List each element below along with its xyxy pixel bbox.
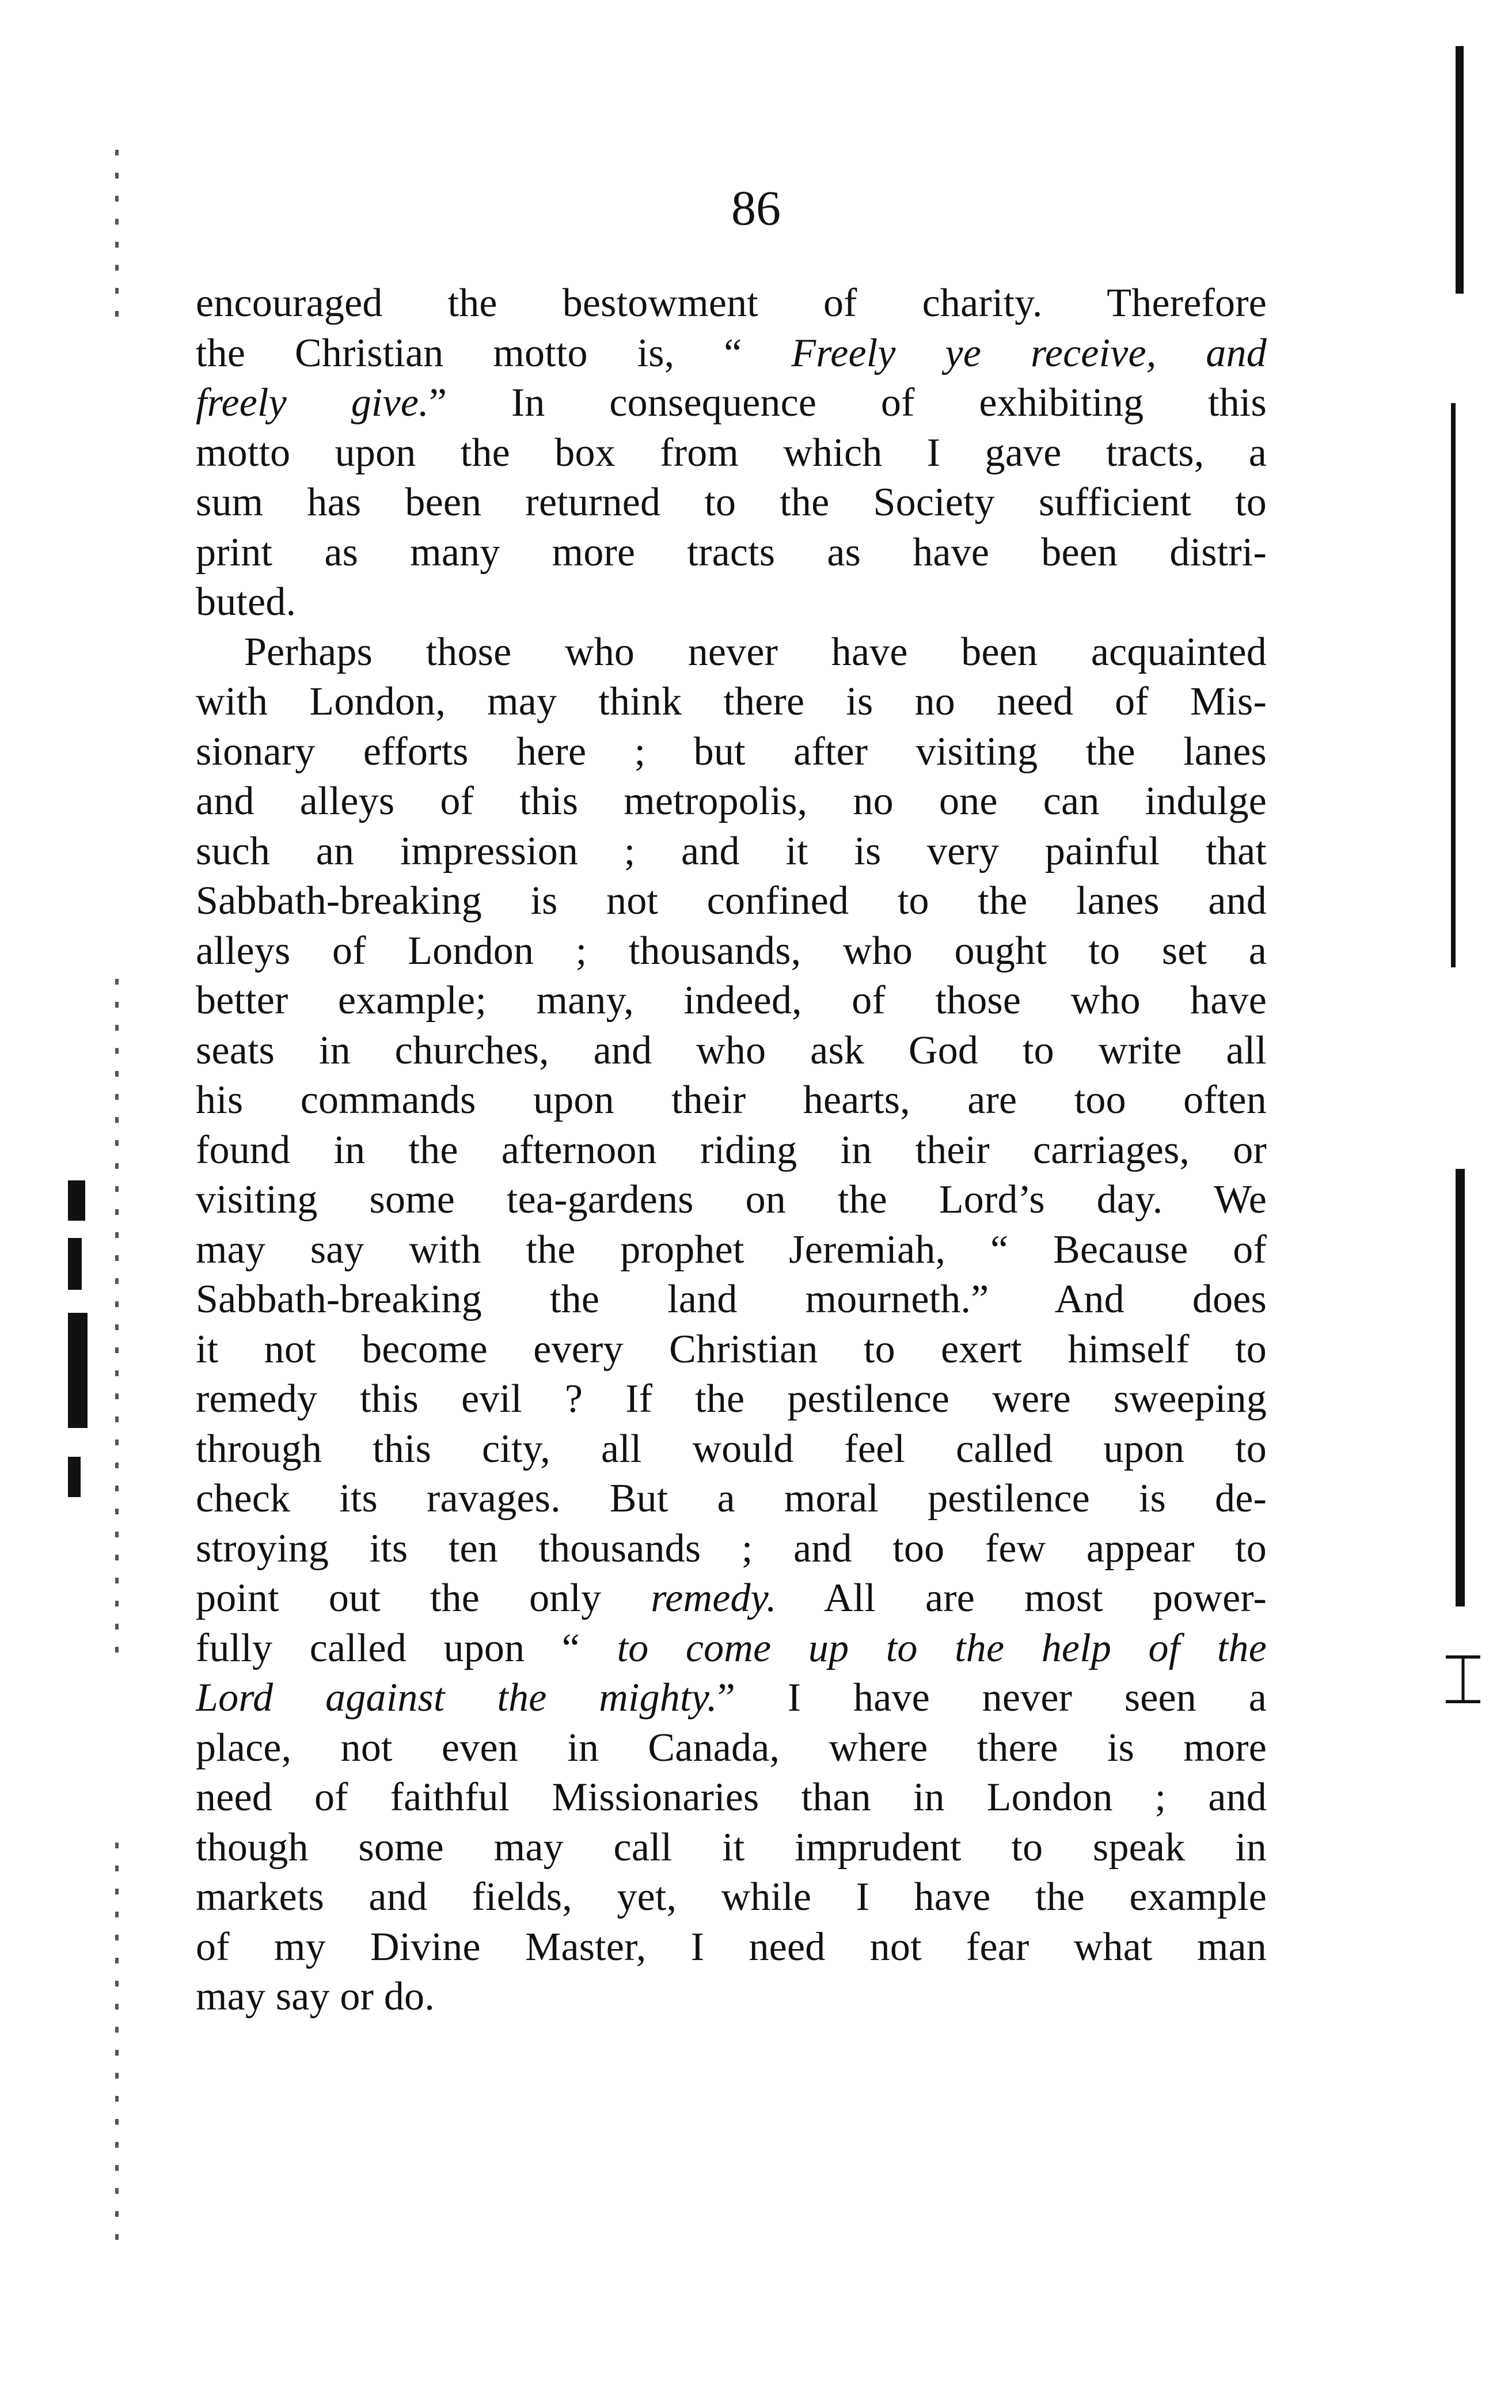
text-segment: point out the only [196, 1576, 651, 1620]
scan-edge-dots [115, 979, 119, 1670]
text-segment: and alleys of this metropolis, no one can indulge [196, 779, 1267, 823]
text-line [196, 279, 1267, 329]
text-segment: ” In consequence of exhibiting this [428, 381, 1267, 425]
text-line [196, 329, 1267, 379]
scan-edge-rule [1456, 1169, 1465, 1606]
text-line [196, 528, 1267, 578]
scan-edge-dots [115, 1843, 119, 2246]
text-segment: remedy this evil ? If the pestilence were sweeping [196, 1377, 1267, 1421]
text-line [196, 1126, 1267, 1176]
text-line [196, 1076, 1267, 1126]
text-segment: it not become every Christian to exert himself to [196, 1327, 1267, 1372]
text-segment: All are most power- [776, 1576, 1267, 1620]
text-segment: fully called upon “ [196, 1625, 617, 1670]
text-segment: may say with the prophet Jeremiah, “ Because of [196, 1227, 1267, 1272]
text-segment: ” I have never seen a [717, 1676, 1267, 1720]
text-line [196, 876, 1267, 926]
text-segment: seats in churches, and who ask God to write all [196, 1028, 1267, 1073]
text-segment: of my Divine Master, I need not fear what man [196, 1924, 1267, 1969]
text-line [196, 1325, 1267, 1375]
scan-edge-speckle [58, 1175, 98, 1543]
text-line [196, 1275, 1267, 1325]
text-line [196, 777, 1267, 827]
scan-edge-rule [1451, 403, 1456, 967]
text-segment: Perhaps those who never have been acquainted [244, 629, 1267, 674]
text-segment: need of faithful Missionaries than in London ; and [196, 1775, 1267, 1820]
text-line [196, 1624, 1267, 1674]
text-line [196, 926, 1267, 977]
text-segment: buted. [196, 580, 297, 624]
text-line [196, 578, 1267, 628]
text-line [196, 1225, 1267, 1275]
text-segment: markets and fields, yet, while I have the example [196, 1875, 1267, 1919]
text-segment: Sabbath-breaking is not confined to the lanes and [196, 879, 1267, 923]
italic-segment: freely give. [196, 381, 429, 425]
text-line [196, 1873, 1267, 1923]
text-line [196, 1574, 1267, 1624]
body-text [196, 279, 1267, 2022]
text-line [196, 1923, 1267, 1973]
text-segment: print as many more tracts as have been distri- [196, 530, 1267, 575]
text-segment: with London, may think there is no need of Mis- [196, 679, 1267, 724]
scan-edge-rule [1456, 46, 1464, 294]
text-line [196, 1175, 1267, 1225]
text-segment: through this city, all would feel called upon to [196, 1426, 1267, 1471]
text-segment: visiting some tea-gardens on the Lord’s day. We [196, 1178, 1267, 1222]
text-line [196, 1972, 1267, 2022]
scan-edge-dots [115, 150, 119, 322]
text-segment: Sabbath-breaking the land mourneth.” And does [196, 1277, 1267, 1321]
text-segment: place, not even in Canada, where there is more [196, 1725, 1267, 1770]
text-line [196, 1773, 1267, 1823]
text-segment: better example; many, indeed, of those who have [196, 978, 1267, 1023]
text-line [196, 1026, 1267, 1076]
text-line [196, 677, 1267, 727]
text-line [196, 727, 1267, 777]
text-segment: the Christian motto is, “ [196, 331, 792, 375]
text-line [196, 428, 1267, 478]
text-line [196, 1673, 1267, 1723]
text-line [196, 1823, 1267, 1873]
text-segment: may say or do. [196, 1974, 435, 2019]
italic-segment: to come up to the help of the [617, 1625, 1267, 1670]
text-line [196, 827, 1267, 877]
text-segment: such an impression ; and it is very painful that [196, 829, 1267, 873]
text-line [196, 976, 1267, 1026]
text-line [196, 1723, 1267, 1773]
text-segment: his commands upon their hearts, are too often [196, 1078, 1267, 1122]
text-segment: check its ravages. But a moral pestilence is de- [196, 1476, 1267, 1521]
text-segment: motto upon the box from which I gave tracts, a [196, 430, 1267, 475]
text-line [196, 378, 1267, 428]
text-segment: encouraged the bestowment of charity. Therefore [196, 281, 1267, 325]
italic-segment: Lord against the mighty. [196, 1676, 717, 1720]
text-segment: sum has been returned to the Society sufficient to [196, 480, 1267, 525]
text-segment: alleys of London ; thousands, who ought to set a [196, 928, 1267, 973]
text-segment: found in the afternoon riding in their carriages, or [196, 1127, 1267, 1172]
text-line [196, 478, 1267, 528]
text-segment: though some may call it imprudent to speak in [196, 1825, 1267, 1870]
italic-segment: remedy. [651, 1576, 777, 1620]
italic-segment: Freely ye receive, and [791, 331, 1267, 375]
text-line [196, 1374, 1267, 1425]
scan-edge-mark: ⌶ [1442, 1642, 1484, 1718]
text-segment: stroying its ten thousands ; and too few appear to [196, 1526, 1267, 1571]
text-line [196, 1474, 1267, 1524]
text-segment: sionary efforts here ; but after visiting the lanes [196, 729, 1267, 774]
text-line [196, 1425, 1267, 1475]
page-number: 86 [731, 180, 781, 236]
text-line [196, 628, 1267, 678]
text-line [196, 1524, 1267, 1574]
